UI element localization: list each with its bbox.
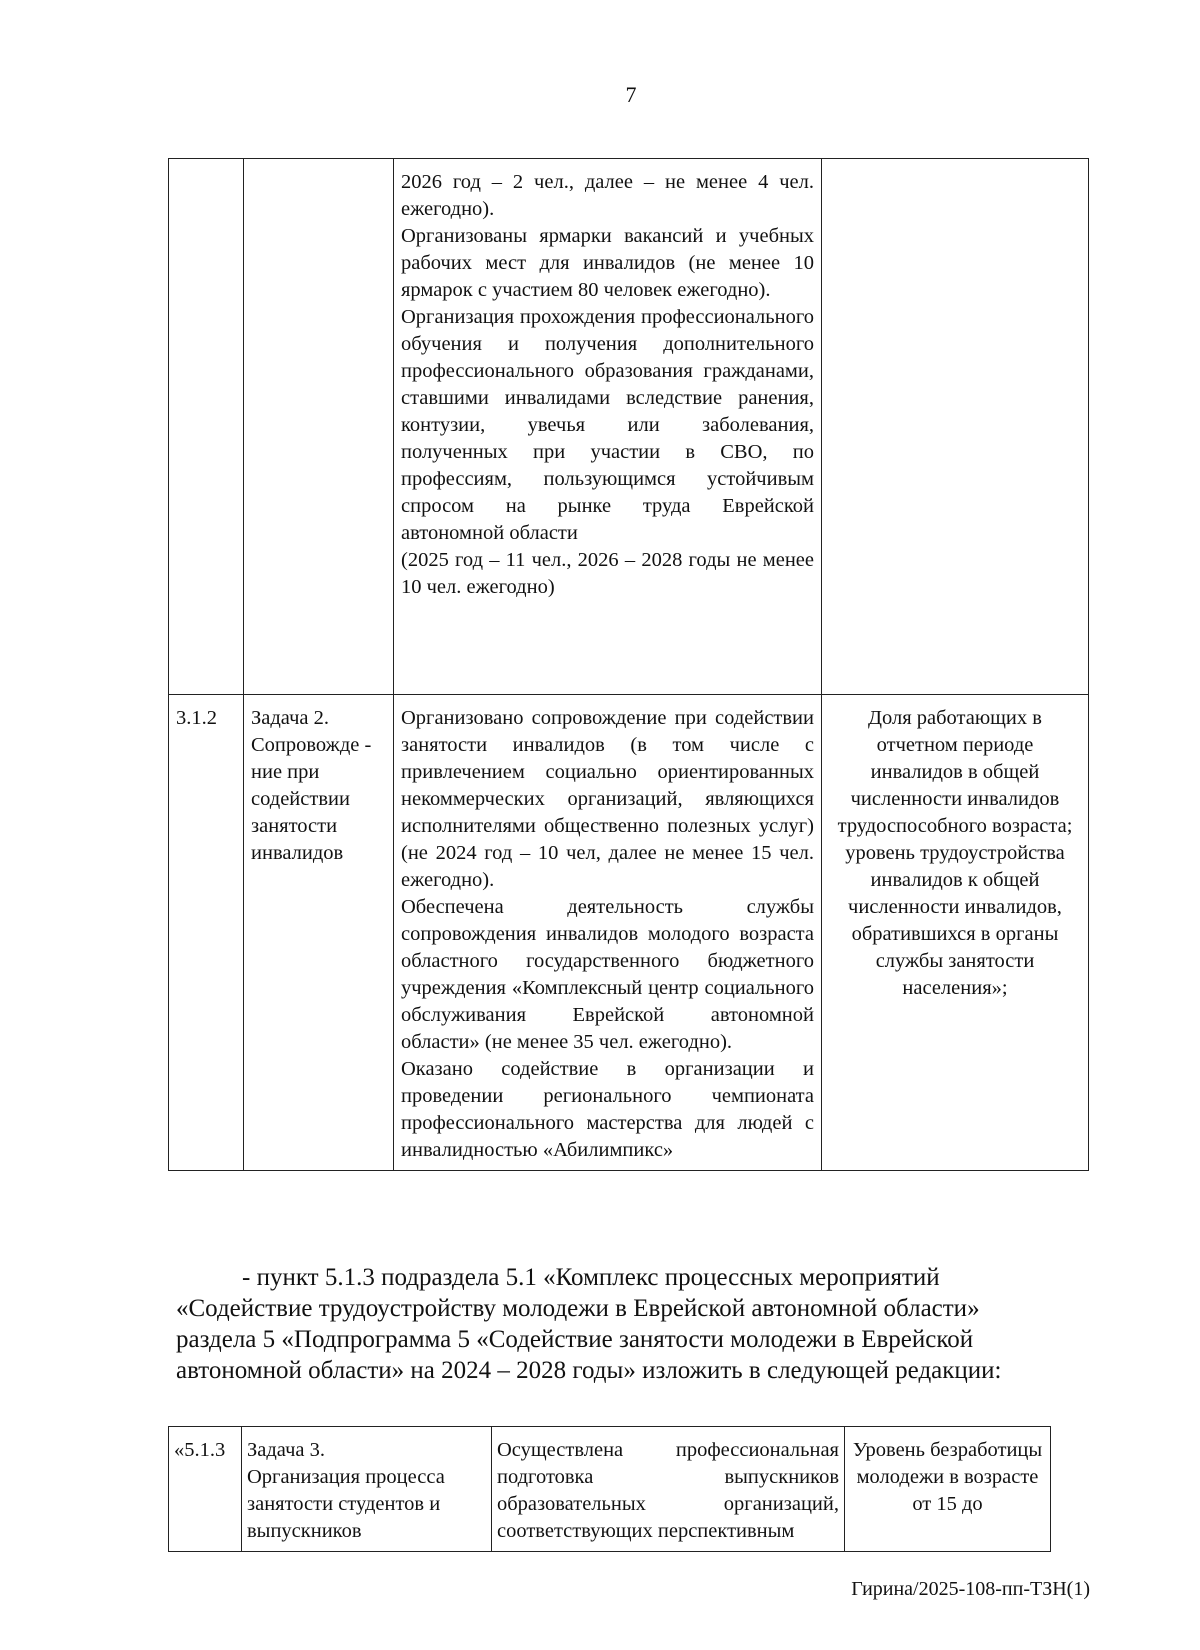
indicator-cell: Доля работающих в отчетном периоде инвалидов в общей численности инвалидов трудоспособного возраста; уровень трудоустройства инвалидов к общей численности инвалидов, обратившихся в органы службы занятости населения»; — [822, 695, 1089, 1171]
amendment-paragraph — [176, 1262, 1088, 1386]
measures-table-5-1-3 — [168, 1426, 1051, 1552]
task-cell — [244, 159, 394, 695]
paragraph-line: - пункт 5.1.3 подраздела 5.1 «Комплекс процессных мероприятий — [242, 1264, 940, 1291]
task-text: занятости студентов и — [247, 1493, 441, 1515]
table-row — [169, 1427, 1051, 1552]
task-text: занятости — [251, 815, 338, 837]
activity-text: Оказано содействие в организации и проведении регионального чемпионата профессионального мастерства для людей с инвалидностью «Абилимпикс» — [401, 1058, 814, 1161]
number-cell — [169, 159, 244, 695]
task-text: ние при — [251, 761, 320, 783]
activity-text: (2025 год – 11 чел., 2026 – 2028 годы не менее 10 чел. ежегодно) — [401, 549, 814, 598]
activity-text: Обеспечена деятельность службы сопровождения инвалидов молодого возраста областного государственного бюджетного учреждения «Комплексный центр социального обслуживания Еврейской автономной области» (не менее 35 чел. ежегодно). — [401, 896, 814, 1053]
activity-text: Организация прохождения профессионального обучения и получения дополнительного профессионального образования гражданами, ставшими инвалидами вследствие ранения, контузии, увечья или заболевания, полученных при участии в СВО, по профессиям, пользующимся устойчивым спросом на рынке труда Еврейской автономной области — [401, 306, 814, 544]
activity-text: Организованы ярмарки вакансий и учебных рабочих мест для инвалидов (не менее 10 ярмарок с участием 80 человек ежегодно). — [401, 225, 814, 301]
task-cell — [242, 1427, 492, 1552]
activity-cell: Осуществлена профессиональная подготовка выпускников образовательных организаций, соответствующих перспективным — [492, 1427, 845, 1552]
table-row — [169, 159, 1089, 695]
task-text: инвалидов — [251, 842, 344, 864]
table-row — [169, 695, 1089, 1171]
task-text: Сопровожде - — [251, 734, 372, 756]
indicator-cell — [822, 159, 1089, 695]
activity-text: Организовано сопровождение при содействии занятости инвалидов (в том числе с привлечением социально ориентированных некоммерческих организаций, являющихся исполнителями общественно полезных услуг) (не 2024 год – 10 чел, далее не менее 15 чел. ежегодно). — [401, 707, 814, 891]
indicator-cell: Уровень безработицы молодежи в возрасте от 15 до — [845, 1427, 1051, 1552]
task-text: Организация процесса — [247, 1466, 445, 1488]
paragraph-line: автономной области» на 2024 – 2028 годы» изложить в следующей редакции: — [176, 1357, 1002, 1384]
measures-table — [168, 158, 1089, 1171]
task-text: выпускников — [247, 1520, 362, 1542]
task-text: содействии — [251, 788, 350, 810]
activity-cell — [394, 159, 822, 695]
number-cell: «5.1.3 — [169, 1427, 242, 1552]
number-cell: 3.1.2 — [169, 695, 244, 1171]
paragraph-line: «Содействие трудоустройству молодежи в Еврейской автономной области» — [176, 1295, 980, 1322]
paragraph-line: раздела 5 «Подпрограмма 5 «Содействие занятости молодежи в Еврейской — [176, 1326, 974, 1353]
task-text: Задача 2. — [251, 707, 329, 729]
document-code: Гирина/2025-108-пп-ТЗН(1) — [851, 1578, 1090, 1600]
task-text: Задача 3. — [247, 1439, 325, 1461]
activity-cell — [394, 695, 822, 1171]
task-cell — [244, 695, 394, 1171]
activity-text: 2026 год – 2 чел., далее – не менее 4 чел. ежегодно). — [401, 171, 814, 220]
page-number: 7 — [625, 82, 637, 107]
